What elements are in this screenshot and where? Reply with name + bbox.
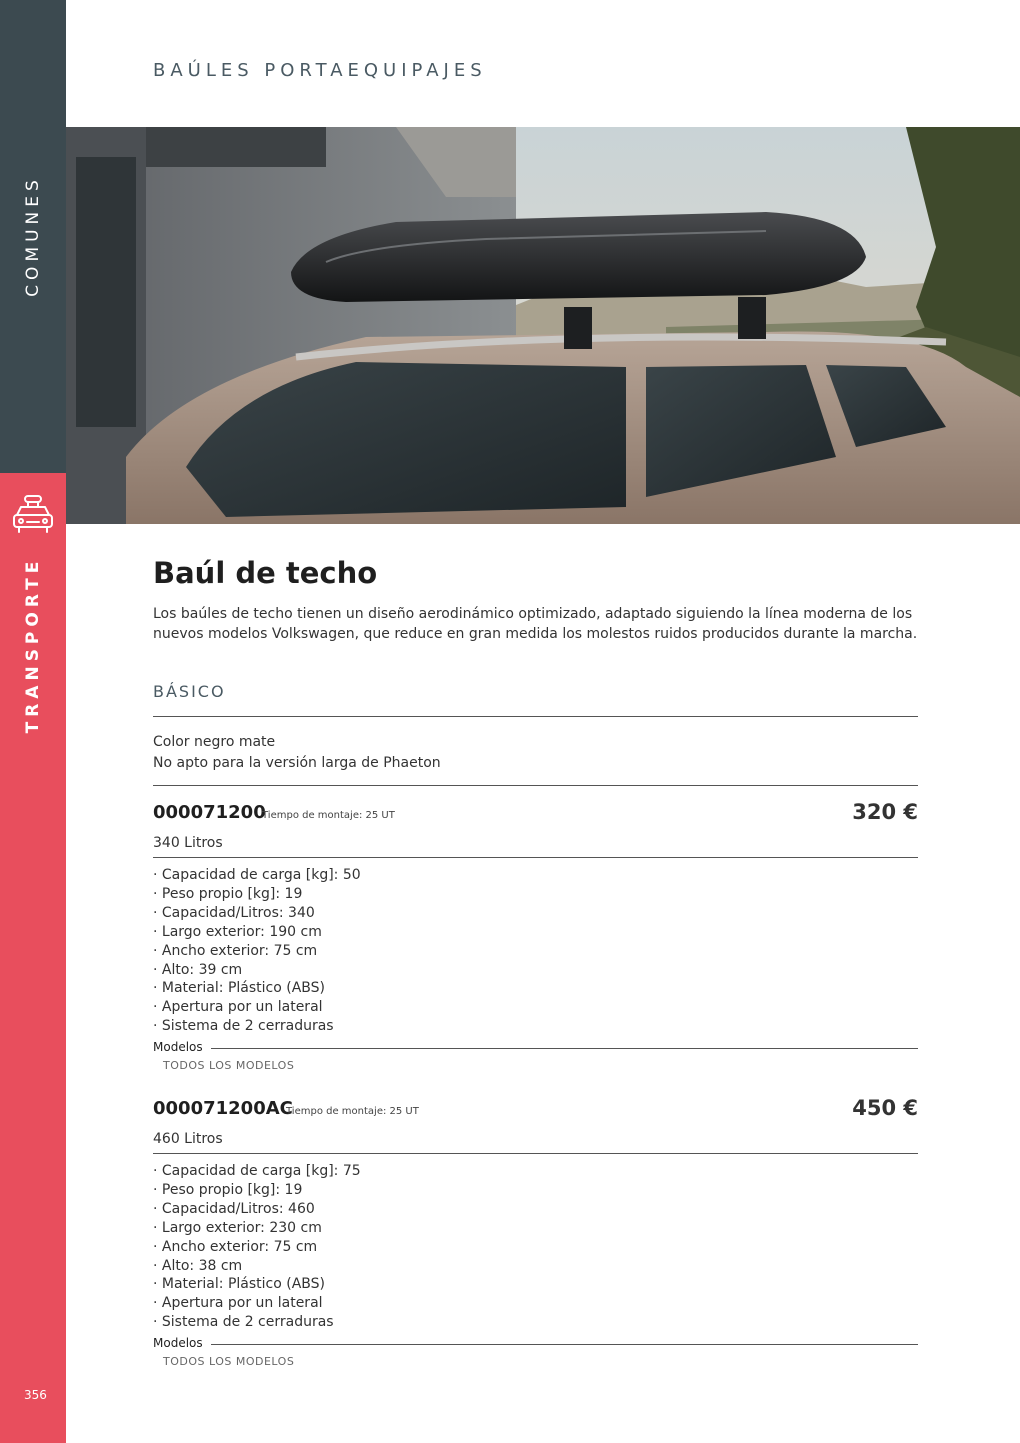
product-notes — [153, 732, 918, 774]
product-title: Baúl de techo — [153, 556, 378, 590]
product-subtitle: BÁSICO — [153, 682, 226, 701]
spec-item: · Largo exterior: 190 cm — [153, 923, 322, 940]
sidebar-top-label: COMUNES — [23, 175, 43, 297]
item-price: 450 € — [852, 1096, 918, 1120]
item-code: 000071200AC — [153, 1098, 293, 1119]
note-line: No apto para la versión larga de Phaeton — [153, 755, 441, 771]
mount-time: Tiempo de montaje: 25 UT — [286, 1106, 419, 1117]
note-line: Color negro mate — [153, 734, 276, 750]
spec-item: · Largo exterior: 230 cm — [153, 1219, 322, 1236]
spec-item: · Capacidad/Litros: 460 — [153, 1200, 315, 1217]
models-divider — [211, 1048, 918, 1049]
spec-item: · Material: Plástico (ABS) — [153, 1276, 325, 1293]
divider — [153, 1153, 918, 1154]
spec-item: · Capacidad de carga [kg]: 50 — [153, 867, 361, 883]
models-row — [153, 1336, 918, 1352]
models-divider — [211, 1344, 918, 1345]
spec-item: · Alto: 38 cm — [153, 1257, 243, 1274]
spec-item: · Capacidad de carga [kg]: 75 — [153, 1163, 361, 1179]
sidebar-top — [0, 0, 66, 473]
divider — [153, 716, 918, 717]
product-description: Los baúles de techo tienen un diseño aerodinámico optimizado, adaptado siguiendo la línea moderna de los nuevos modelos Volkswagen, que reduce en gran medida los molestos ruidos producidos durante la marcha. — [153, 606, 918, 642]
spec-item: · Ancho exterior: 75 cm — [153, 1238, 318, 1255]
item-volume: 460 Litros — [153, 1131, 223, 1147]
spec-item: · Apertura por un lateral — [153, 999, 323, 1016]
spec-item: · Peso propio [kg]: 19 — [153, 885, 303, 902]
spec-item: · Ancho exterior: 75 cm — [153, 942, 318, 959]
item-header — [153, 1098, 918, 1124]
car-roof-box-icon — [11, 493, 55, 537]
spec-item: · Capacidad/Litros: 340 — [153, 904, 315, 921]
divider — [153, 857, 918, 858]
spec-item: · Sistema de 2 cerraduras — [153, 1018, 334, 1035]
spec-list — [153, 1162, 361, 1332]
divider — [153, 785, 918, 786]
spec-item: · Peso propio [kg]: 19 — [153, 1181, 303, 1198]
item-header — [153, 802, 918, 828]
models-value: TODOS LOS MODELOS — [163, 1059, 295, 1072]
mount-time: Tiempo de montaje: 25 UT — [262, 810, 395, 821]
models-label: Modelos — [153, 1336, 209, 1350]
hero-image-car-roof-box — [66, 127, 1020, 524]
section-title: BAÚLES PORTAEQUIPAJES — [153, 60, 487, 81]
item-volume: 340 Litros — [153, 835, 223, 851]
item-price: 320 € — [852, 800, 918, 824]
item-code: 000071200 — [153, 802, 266, 823]
sidebar-bottom — [0, 473, 66, 1443]
spec-item: · Sistema de 2 cerraduras — [153, 1314, 334, 1331]
spec-item: · Apertura por un lateral — [153, 1295, 323, 1312]
spec-list — [153, 866, 361, 1036]
sidebar-bottom-label: TRANSPORTE — [23, 556, 43, 734]
models-label: Modelos — [153, 1040, 209, 1054]
spec-item: · Material: Plástico (ABS) — [153, 980, 325, 997]
models-row — [153, 1040, 918, 1056]
spec-item: · Alto: 39 cm — [153, 961, 243, 978]
models-value: TODOS LOS MODELOS — [163, 1355, 295, 1368]
page-number: 356 — [24, 1388, 47, 1402]
